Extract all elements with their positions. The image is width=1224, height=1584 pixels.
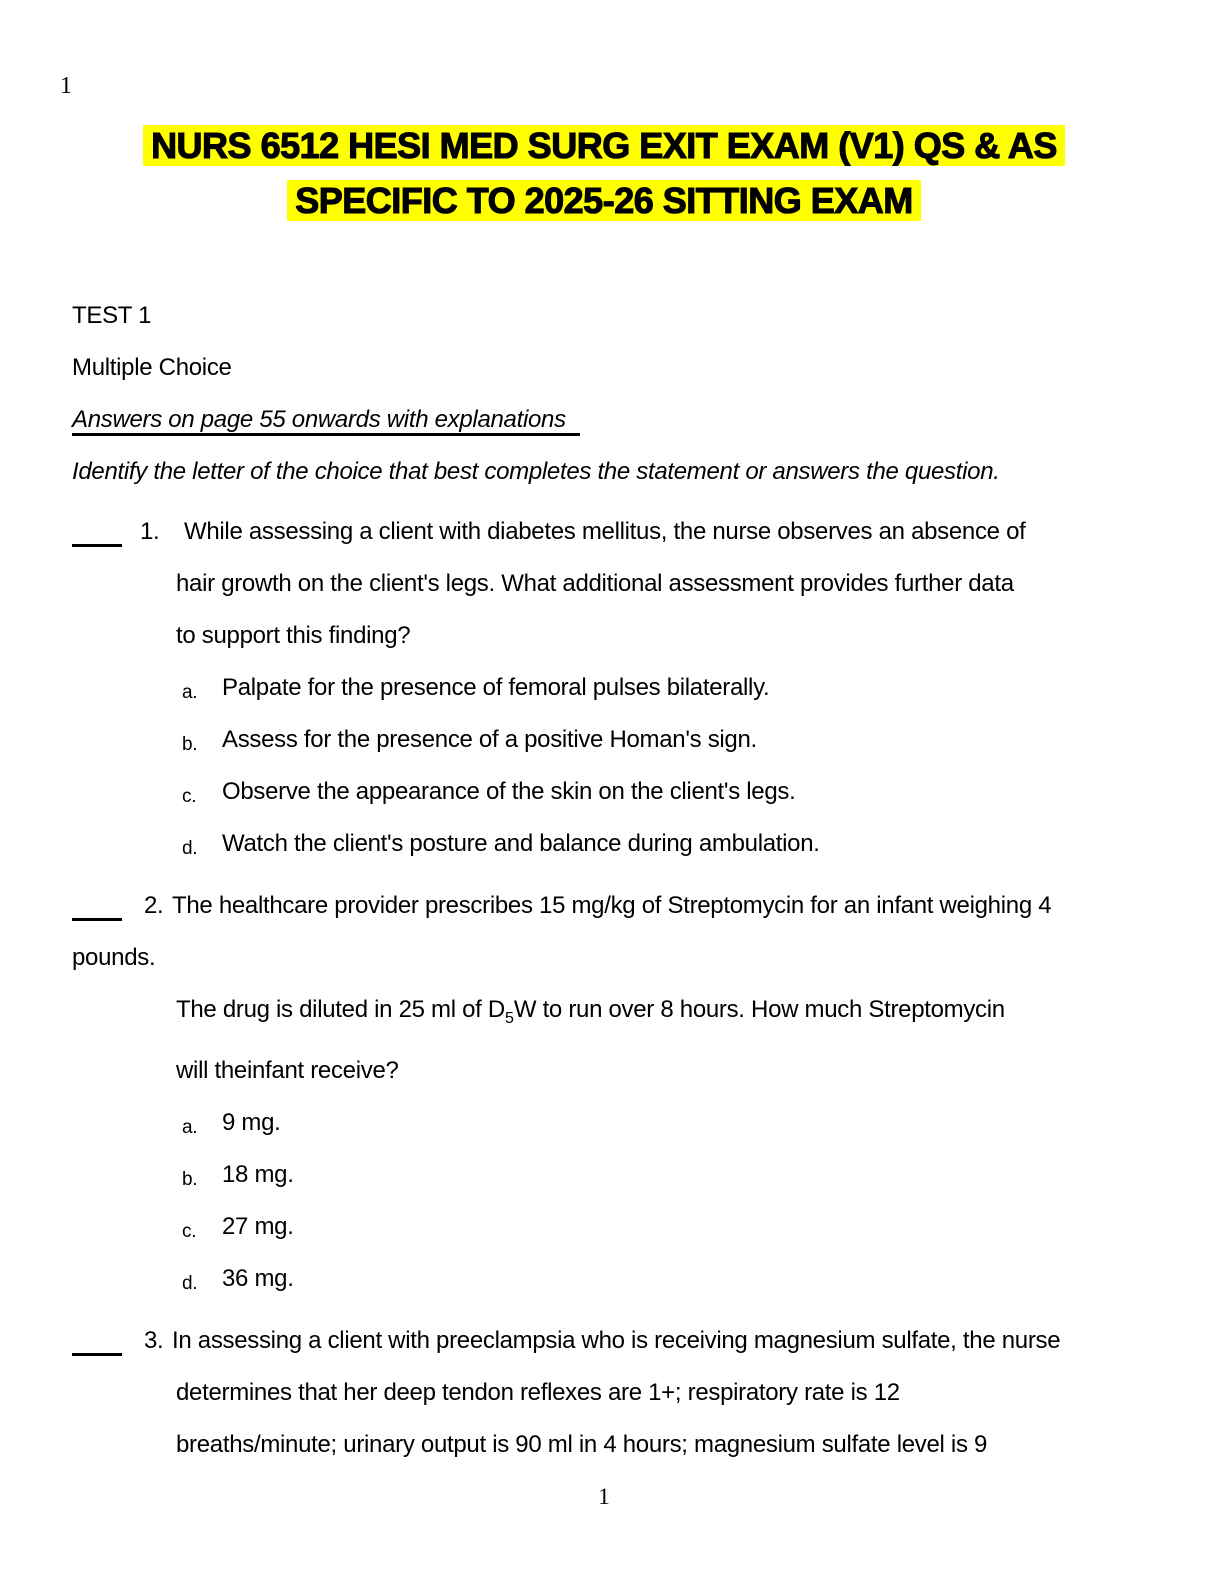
question-2-option-c	[72, 1201, 1136, 1253]
option-letter: c.	[182, 1220, 197, 1242]
question-1-line-2: hair growth on the client's legs. What additional assessment provides further data	[176, 570, 1014, 597]
title-highlight-1: NURS 6512 HESI MED SURG EXIT EXAM (V1) QS & AS	[143, 125, 1065, 166]
instructions: Identify the letter of the choice that best completes the statement or answers the question.	[72, 458, 1000, 485]
question-2-text: The healthcare provider prescribes 15 mg/kg of Streptomycin for an infant weighing 4	[172, 892, 1052, 919]
option-text: 18 mg.	[222, 1160, 294, 1188]
question-2-option-a	[72, 1097, 1136, 1149]
option-letter: d.	[182, 838, 198, 859]
question-1-text: While assessing a client with diabetes mellitus, the nurse observes an absence of	[184, 518, 1026, 545]
question-1-option-b	[72, 714, 1136, 766]
option-letter: a.	[182, 682, 198, 703]
question-3-line-2: determines that her deep tendon reflexes are 1+; respiratory rate is 12	[176, 1378, 900, 1406]
title-line-2	[72, 173, 1136, 228]
option-text: 27 mg.	[222, 1212, 294, 1240]
question-3-line-3: breaths/minute; urinary output is 90 ml in 4 hours; magnesium sulfate level is 9	[176, 1430, 988, 1458]
question-3	[72, 1315, 1136, 1471]
option-letter: d.	[182, 1272, 198, 1294]
question-3-text: In assessing a client with preeclampsia who is receiving magnesium sulfate, the nurse	[172, 1326, 1061, 1354]
question-1-line-3: to support this finding?	[176, 622, 411, 649]
question-2	[72, 880, 1136, 1305]
option-text: 36 mg.	[222, 1264, 294, 1292]
test-label: TEST 1	[72, 302, 152, 329]
answer-blank	[72, 544, 122, 547]
subscript-5: 5	[504, 1009, 514, 1027]
document-title	[72, 118, 1136, 228]
question-3-number: 3.	[144, 1326, 164, 1354]
question-2-option-b	[72, 1149, 1136, 1201]
answers-note: Answers on page 55 onwards with explanations	[72, 406, 580, 436]
question-2-line-1	[72, 880, 1136, 932]
question-1-option-d	[72, 818, 1136, 870]
answer-blank	[72, 918, 122, 921]
question-1-option-a	[72, 662, 1136, 714]
exam-header	[72, 290, 1136, 498]
question-1	[72, 506, 1136, 870]
question-2-line-2: pounds.	[72, 944, 156, 971]
question-2-line-4: will theinfant receive?	[176, 1056, 399, 1084]
option-letter: c.	[182, 786, 197, 807]
top-page-number: 1	[60, 73, 72, 99]
question-1-number: 1.	[140, 518, 160, 545]
title-line-1	[72, 118, 1136, 173]
question-2-line-3	[72, 984, 1136, 1045]
option-text: Watch the client's posture and balance during ambulation.	[222, 830, 820, 857]
question-2-line-3-post: W to run over 8 hours. How much Streptomycin	[513, 996, 1005, 1023]
question-1-line-1	[72, 506, 1136, 558]
option-letter: a.	[182, 1116, 198, 1138]
option-text: 9 mg.	[222, 1108, 281, 1136]
question-2-option-d	[72, 1253, 1136, 1305]
question-1-option-c	[72, 766, 1136, 818]
option-letter: b.	[182, 1168, 198, 1190]
answers-note-line	[72, 394, 1136, 446]
question-2-number: 2.	[144, 892, 164, 919]
option-letter: b.	[182, 734, 198, 755]
question-3-line-1	[72, 1315, 1136, 1367]
question-2-line-3-pre: The drug is diluted in 25 ml of D	[176, 996, 505, 1023]
option-text: Assess for the presence of a positive Homan's sign.	[222, 726, 757, 753]
section-label: Multiple Choice	[72, 354, 232, 381]
answer-blank	[72, 1353, 122, 1356]
option-text: Palpate for the presence of femoral pulses bilaterally.	[222, 674, 770, 701]
option-text: Observe the appearance of the skin on the client's legs.	[222, 778, 796, 805]
title-highlight-2: SPECIFIC TO 2025-26 SITTING EXAM	[287, 180, 921, 221]
bottom-page-number: 1	[598, 1483, 610, 1509]
